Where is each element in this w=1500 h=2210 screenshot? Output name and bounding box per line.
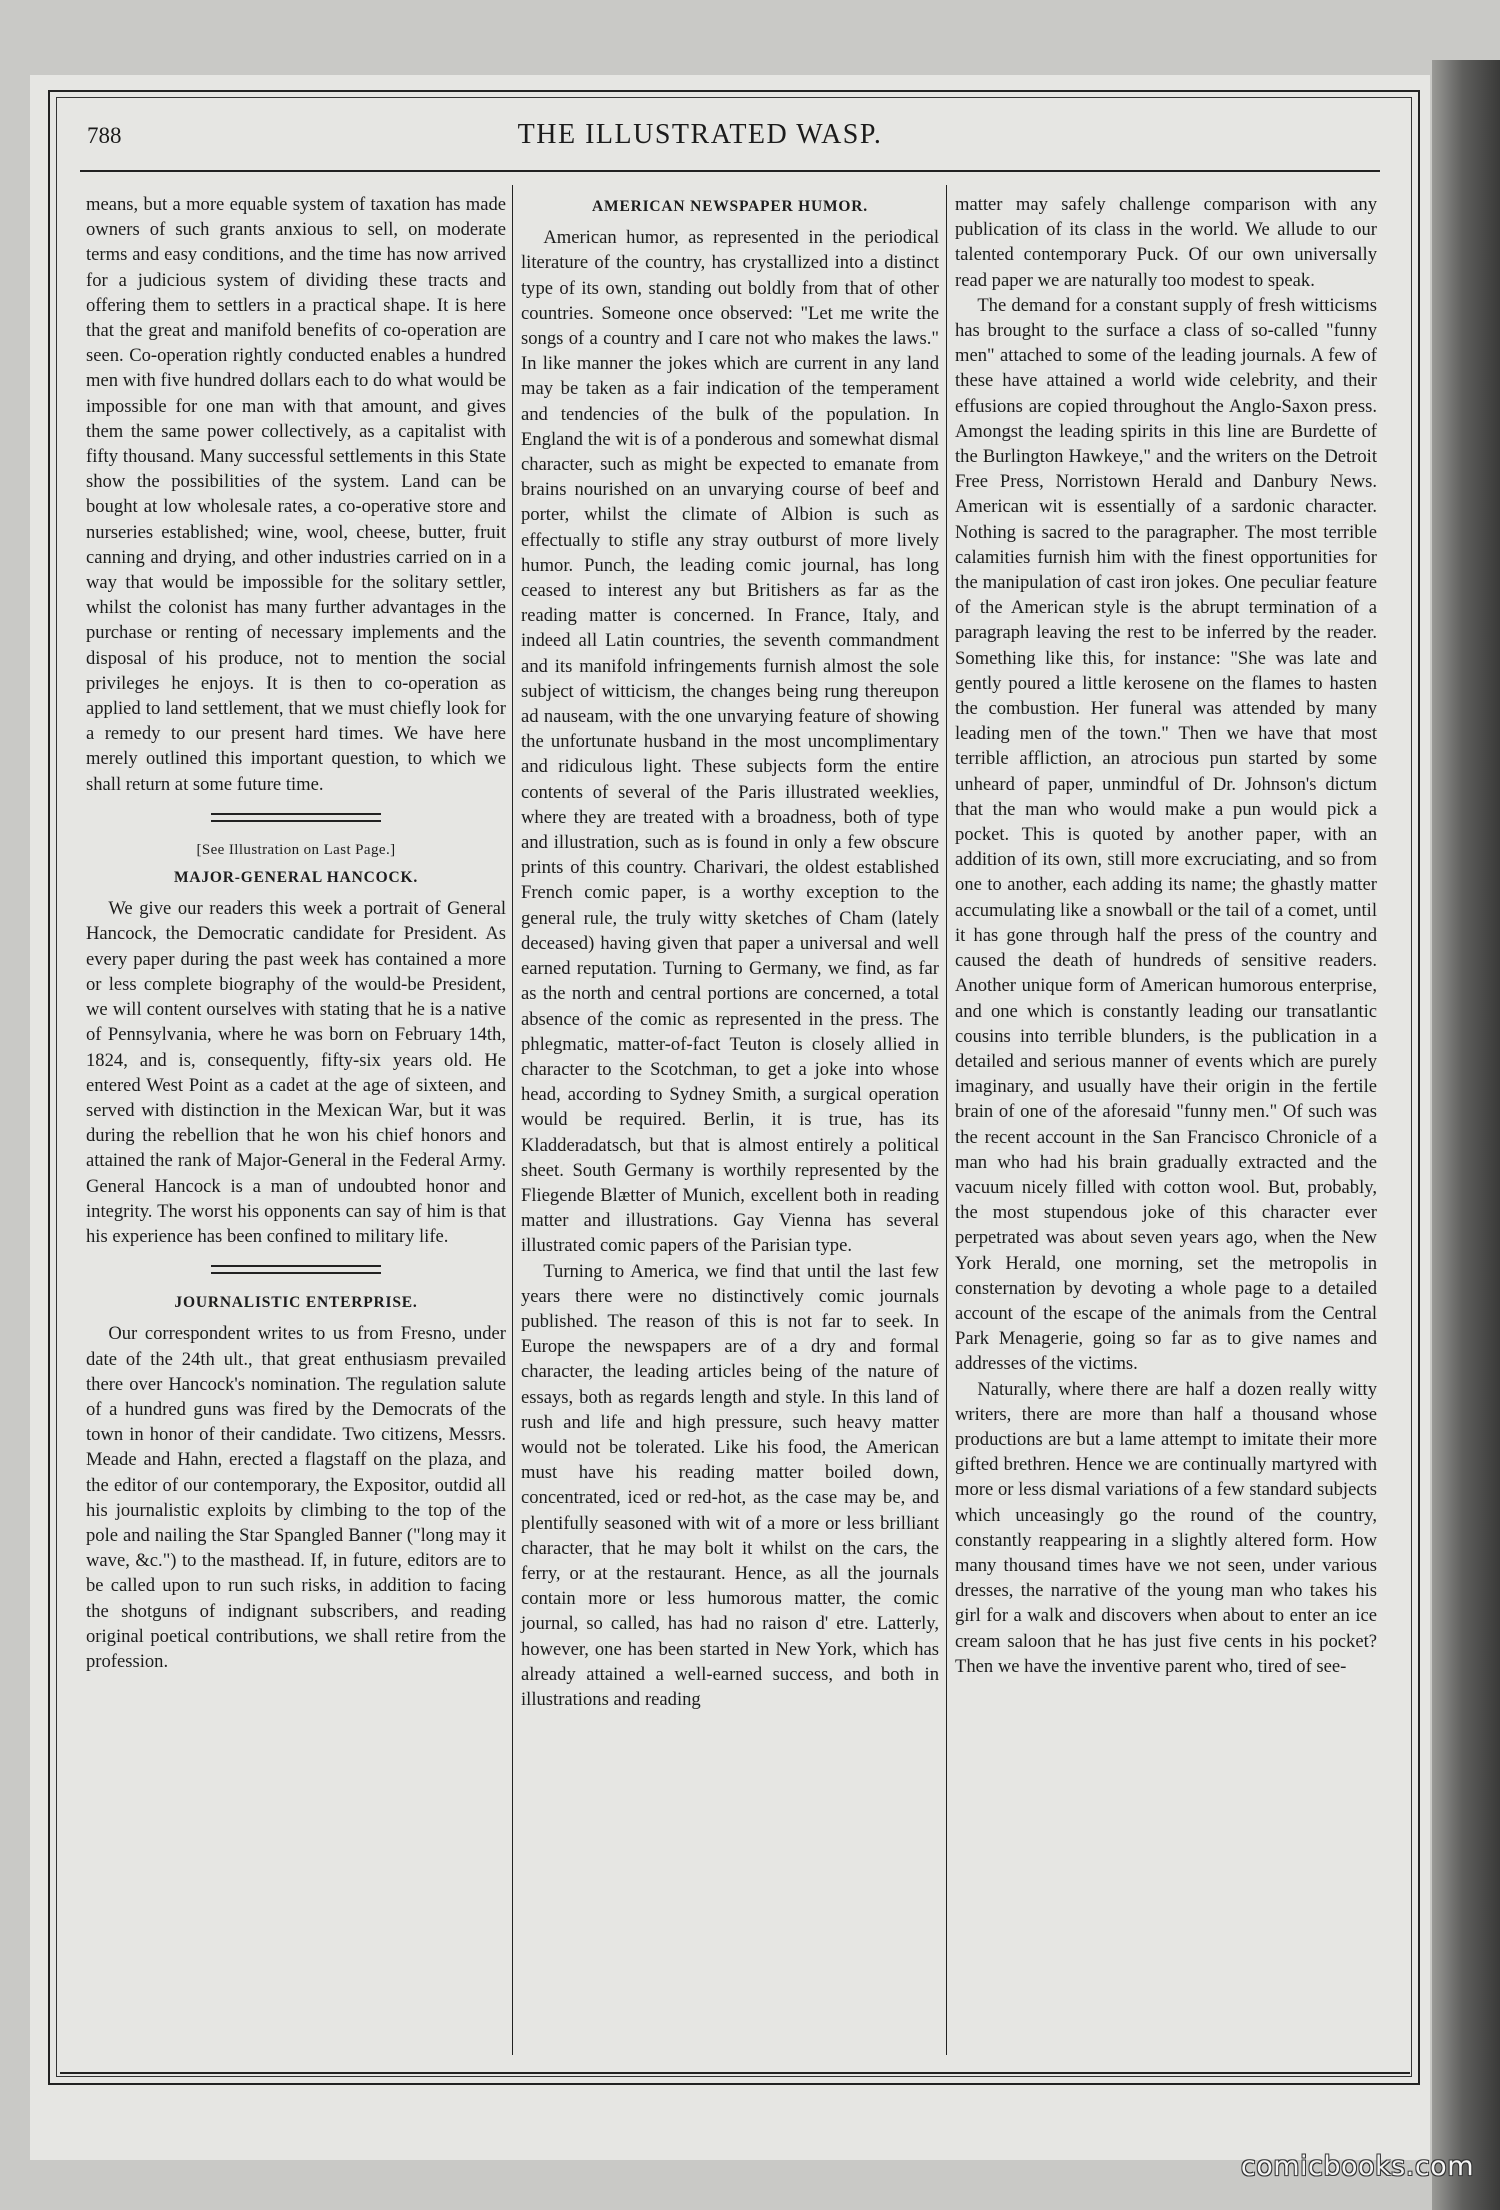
column-1 <box>86 192 506 1674</box>
illustration-note: [See Illustration on Last Page.] <box>196 841 396 858</box>
humor-paragraph-3: matter may safely challenge comparison with any publication of its class in the world. We allude to our talented contemporary Puck. Of our own universally read paper we are naturally too modest to speak. <box>955 194 1377 291</box>
watermark: comicbooks.com <box>1240 2151 1474 2182</box>
section-divider <box>211 1265 381 1274</box>
humor-paragraph-4: The demand for a constant supply of fresh witticisms has brought to the surface a class of so-called "funny men" attached to some of the leading journals. A few of these have attained a world wide celebrity, and their effusions are copied throughout the Anglo-Saxon press. Amongst the leading spirits in this line are Burdette of the Burlington Hawkeye," and the writers on the Detroit Free Press, Norristown Herald and Danbury News. American wit is essentially of a sardonic character. Nothing is sacred to the paragrapher. The most terrible calamities furnish him with the finest opportunities for the manipulation of cast iron jokes. One peculiar feature of the American style is the abrupt termination of a paragraph leaving the rest to be inferred by the reader. Something like this, for instance: "She was late and gently poured a little kerosene on the flames to hasten the combustion. Her funeral was attended by many leading men of the town." Then we have that most terrible affliction, an atrocious pun started by some unheard of paper, unmindful of Dr. Johnson's dictum that the man who would make a pun would pick a pocket. This is quoted by another paper, with an addition of its own, still more excruciating, and so from one to another, each adding its name; the ghastly matter accumulating like a snowball or the tail of a comet, until it has gone through half the press of the country and caused the death of hundreds of sensitive readers. Another unique form of American humorous enterprise, and one which is constantly leading our transatlantic cousins into terrible blunders, is the publication in a detailed and serious manner of events which are purely imaginary, and usually have their origin in the fertile brain of one of the aforesaid "funny men." Of such was the recent account in the San Francisco Chronicle of a man who had his brain gradually extracted and the vacuum nicely filled with cotton wool. But, probably, the most stupendous joke of this character ever perpetrated was about seven years ago, when the New York Herald, one morning, set the metropolis in consternation by devoting a whole page to a detailed account of the escape of the animals from the Central Park Menagerie, going so far as to give names and addresses of the victims. <box>955 294 1377 1375</box>
footer-rule <box>60 2072 1410 2074</box>
book-binding-edge <box>1432 60 1500 2210</box>
journalistic-paragraph: Our correspondent writes to us from Fresno, under date of the 24th ult., that great enthusiasm prevailed there over Hancock's nomination. The regulation salute of a hundred guns was fired by the Democrats of the town in honor of their candidate. Two citizens, Messrs. Meade and Hahn, erected a flagstaff on the plaza, and the editor of our contemporary, the Expositor, outdid all his journalistic exploits by climbing to the top of the pole and nailing the Star Spangled Banner ("long may it wave, &c.") to the masthead. If, in future, editors are to be called upon to run such risks, in addition to facing the shotguns of indignant subscribers, and reading original poetical contributions, we shall retire from the profession. <box>86 1323 506 1672</box>
humor-paragraph-5: Naturally, where there are half a dozen really witty writers, there are more than half a thousand whose productions are but a lame attempt to imitate their more gifted brethren. Hence we are continually martyred with more or less dismal variations of a few standard subjects which unceasingly go the round of the country, constantly reappearing in a slightly altered form. How many thousand times have we not seen, under various dresses, the narrative of the young man who takes his girl for a walk and discovers when about to enter an ice cream saloon that he has just five cents in his pocket? Then we have the inventive parent who, tired of see- <box>955 1378 1377 1677</box>
land-settlement-paragraph: means, but a more equable system of taxation has made owners of such grants anxious to sell, on moderate terms and easy conditions, and the time has now arrived for a judicious system of dividing these tracts and offering them to settlers in a practical shape. It is here that the great and manifold benefits of co-operation are seen. Co-operation rightly conducted enables a hundred men with five hundred dollars each to do what would be impossible for one man with that amount, and gives them the same power collectively, as a capitalist with fifty thousand. Many successful settlements in this State show the possibilities of the system. Land can be bought at low wholesale rates, a co-operative store and nurseries established; wine, wool, cheese, butter, fruit canning and drying, and other industries carried on in a way that would be impossible for the solitary settler, whilst the colonist has many further advantages in the purchase or renting of necessary implements and the disposal of his produce, not to mention the social privileges he enjoys. It is then to co-operation as applied to land settlement, that we must chiefly look for a remedy to our present hard times. We have here merely outlined this important question, to which we shall return at some future time. <box>86 194 506 795</box>
column-2 <box>521 192 939 1712</box>
column-divider-1 <box>512 185 513 2055</box>
section-divider <box>211 813 381 822</box>
column-divider-2 <box>946 185 947 2055</box>
article-heading-journalistic: JOURNALISTIC ENTERPRISE. <box>174 1294 418 1312</box>
hancock-paragraph: We give our readers this week a portrait of General Hancock, the Democratic candidate for President. As every paper during the past week has contained a more or less complete biography of the would-be President, we will content ourselves with stating that he is a native of Pennsylvania, where he was born on February 14th, 1824, and is, consequently, fifty-six years old. He entered West Point as a cadet at the age of sixteen, and served with distinction in the Mexican War, but it was during the rebellion that he won his chief honors and attained the rank of Major-General in the Federal Army. General Hancock is a man of undoubted honor and integrity. The worst his opponents can say of him is that his experience has been confined to military life. <box>86 898 506 1247</box>
article-heading-hancock: MAJOR-GENERAL HANCOCK. <box>173 869 419 887</box>
running-head-title: THE ILLUSTRATED WASP. <box>517 119 883 150</box>
humor-paragraph-1: American humor, as represented in the periodical literature of the country, has crystallized into a distinct type of its own, standing out boldly from that of other countries. Someone once observed: "Let me write the songs of a country and I care not who makes the laws." In like manner the jokes which are current in any land may be taken as a fair indication of the temperament and tendencies of the bulk of the population. In England the wit is of a ponderous and somewhat dismal character, such as might be expected to emanate from brains nourished on an unvarying course of beef and porter, whilst the climate of Albion is such as effectually to stifle any stray outburst of more lively humor. Punch, the leading comic journal, has long ceased to interest any but Britishers as far as the reading matter is concerned. In France, Italy, and indeed all Latin countries, the seventh commandment and its manifold infringements furnish almost the sole subject of witticism, the changes being rung thereupon ad nauseam, with the one unvarying feature of showing the unfortunate husband in the most uncomplimentary and ridiculous light. These subjects form the entire contents of several of the Paris illustrated weeklies, where they are treated with a broadness, both of type and illustration, such as is found in only a few obscure prints of this country. Charivari, the oldest established French comic paper, is a worthy exception to the general rule, the truly witty sketches of Cham (lately deceased) having given that paper a universal and well earned reputation. Turning to Germany, we find, as far as the north and central portions are concerned, a total absence of the comic as represented in the press. The phlegmatic, matter-of-fact Teuton is closely allied in character to the Scotchman, to get a joke into whose head, according to Sydney Smith, a surgical operation would be required. Berlin, it is true, has its Kladderadatsch, but that is almost entirely a political sheet. South Germany is worthily represented by the Fliegende Blætter of Munich, excellent both in reading matter and illustrations. Gay Vienna has several illustrated comic papers of the Parisian type. <box>521 227 939 1257</box>
page-number: 788 <box>87 123 122 148</box>
header-rule <box>80 170 1380 172</box>
humor-paragraph-2: Turning to America, we find that until the last few years there were no distinctively comic journals published. The reason of this is not far to seek. In Europe the newspapers are of a dry and formal character, the leading articles being of the nature of essays, both as regards length and style. In this land of rush and life and high pressure, such heavy matter would not be tolerated. Like his food, the American must have his reading matter boiled down, concentrated, iced or red-hot, as the case may be, and plentifully seasoned with wit of a more or less brilliant character, that he may bolt it whilst on the cars, the ferry, or at the restaurant. Hence, as all the journals contain more or less humorous matter, the comic journal, so called, has had no raison d' etre. Latterly, however, one has been started in New York, which has already attained a well-earned success, and both in illustrations and reading <box>521 1260 939 1710</box>
article-heading-humor: AMERICAN NEWSPAPER HUMOR. <box>592 198 868 215</box>
column-3 <box>955 192 1377 1679</box>
